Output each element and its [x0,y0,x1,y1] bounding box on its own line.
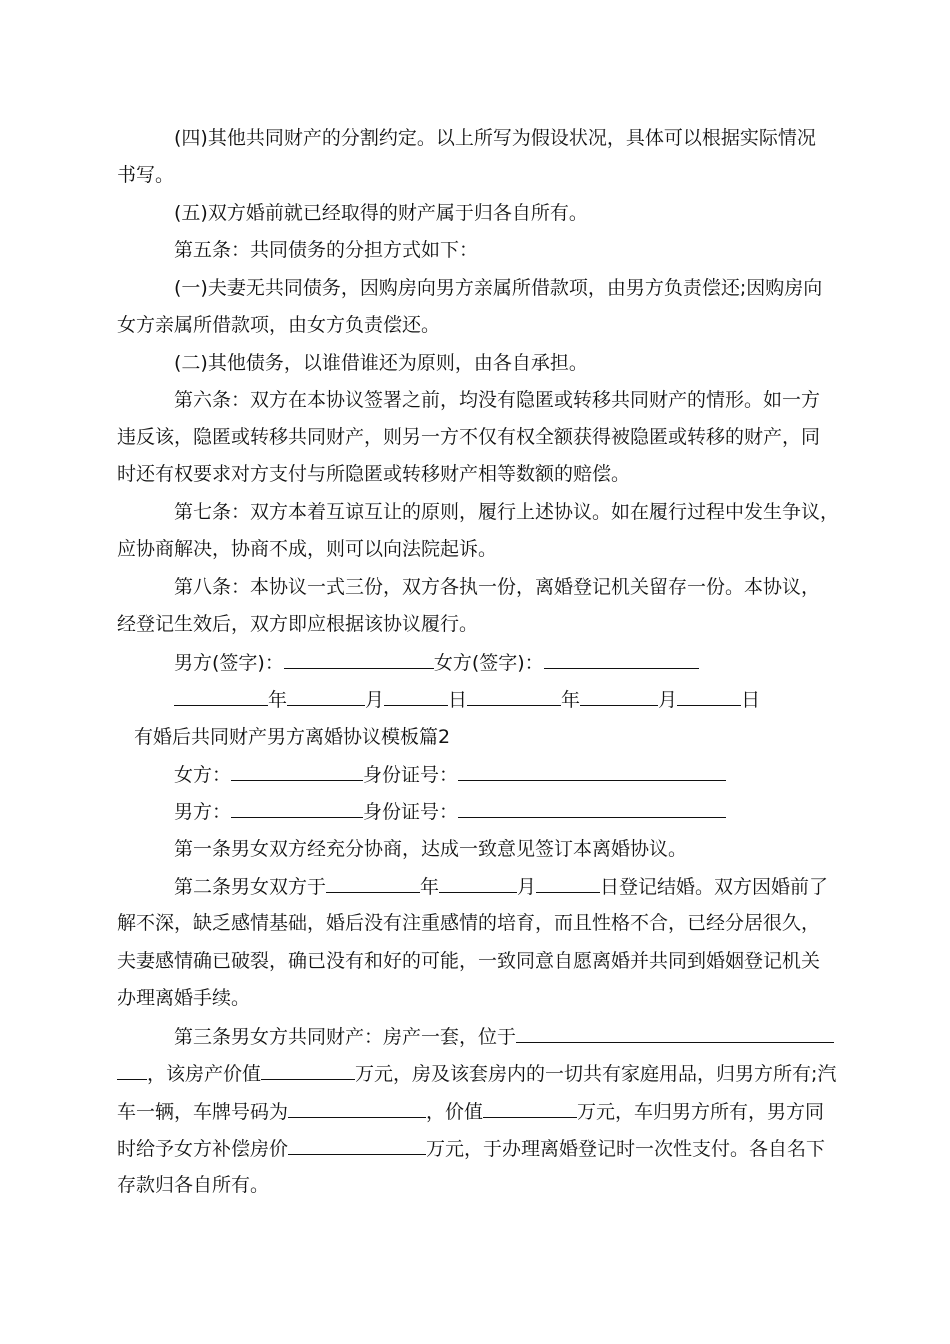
paragraph-line: 书写。 [117,164,175,186]
male-signature-label: 男方(签字)： [174,652,284,674]
female-name-blank[interactable] [231,762,363,781]
male-signature-blank[interactable] [284,650,434,669]
paragraph-line: 经登记生效后，双方即应根据该协议履行。 [117,613,479,635]
marriage-month-blank[interactable] [439,874,517,893]
month-label: 月 [658,689,678,711]
female-signature-label: 女方(签字)： [433,652,544,674]
paragraph-line: (五)双方婚前就已经取得的财产属于归各自所有。 [174,202,588,224]
article-3-line-3 [117,1099,824,1124]
year-blank[interactable] [174,687,268,706]
month-label: 月 [517,876,537,898]
article-2-suffix: 日登记结婚。双方因婚前了 [600,876,829,898]
month-label: 月 [365,689,385,711]
article-3-first-line [174,1024,834,1049]
text-segment: 万元，房及该套房内的一切共有家庭用品，归男方所有;汽 [355,1063,837,1085]
paragraph-line: 解不深，缺乏感情基础，婚后没有注重感情的培育，而且性格不合，已经分居很久， [117,912,821,934]
plate-number-blank[interactable] [288,1099,426,1118]
day-label: 日 [741,689,761,711]
article-3-prefix: 第三条男女方共同财产：房产一套，位于 [174,1026,517,1048]
year-label: 年 [268,689,288,711]
female-label: 女方： [174,764,232,786]
paragraph-line: 应协商解决，协商不成，则可以向法院起诉。 [117,538,498,560]
article-3-line-4 [117,1136,825,1161]
text-segment: 时给予女方补偿房价 [117,1138,289,1160]
article-1: 第一条男女双方经充分协商，达成一致意见签订本离婚协议。 [174,838,688,860]
day-blank[interactable] [384,687,448,706]
marriage-day-blank[interactable] [536,874,600,893]
month-blank[interactable] [580,687,658,706]
marriage-year-blank[interactable] [326,874,420,893]
paragraph-line: (一)夫妻无共同债务，因购房向男方亲属所借款项，由男方负责偿还;因购房向 [174,277,823,299]
paragraph-line: 第八条：本协议一式三份，双方各执一份，离婚登记机关留存一份。本协议， [174,576,821,598]
month-blank[interactable] [287,687,365,706]
paragraph-line: 夫妻感情确已破裂，确已没有和好的可能，一致同意自愿离婚并共同到婚姻登记机关 [117,950,821,972]
paragraph-line: 办理离婚手续。 [117,987,251,1009]
text-segment: 车一辆，车牌号码为 [117,1101,289,1123]
female-party-line [174,762,726,787]
day-label: 日 [448,689,468,711]
property-address-blank-cont[interactable] [117,1061,147,1080]
year-label: 年 [561,689,581,711]
year-blank[interactable] [467,687,561,706]
section-heading: 有婚后共同财产男方离婚协议模板篇2 [134,726,451,748]
male-name-blank[interactable] [231,799,363,818]
paragraph-line: 第七条：双方本着互谅互让的原则，履行上述协议。如在履行过程中发生争议， [174,501,840,523]
day-blank[interactable] [677,687,741,706]
text-segment: 万元，于办理离婚登记时一次性支付。各自名下 [426,1138,826,1160]
year-label: 年 [420,876,440,898]
male-id-blank[interactable] [458,799,726,818]
article-2-first-line [174,874,828,899]
date-line [174,687,760,712]
signature-line [174,650,699,675]
compensation-blank[interactable] [288,1136,426,1155]
property-value-blank[interactable] [261,1061,355,1080]
article-3-line-2 [117,1061,836,1086]
paragraph-line: 第五条：共同债务的分担方式如下： [174,239,479,261]
female-id-blank[interactable] [458,762,726,781]
paragraph-line: 第六条：双方在本协议签署之前，均没有隐匿或转移共同财产的情形。如一方 [174,389,821,411]
article-2-prefix: 第二条男女双方于 [174,876,327,898]
car-value-blank[interactable] [483,1099,577,1118]
male-label: 男方： [174,801,232,823]
paragraph-line: (二)其他债务，以谁借谁还为原则，由各自承担。 [174,352,588,374]
paragraph-line: 存款归各自所有。 [117,1174,270,1196]
paragraph-line: 时还有权要求对方支付与所隐匿或转移财产相等数额的赔偿。 [117,463,631,485]
property-address-blank[interactable] [516,1024,834,1043]
female-signature-blank[interactable] [544,650,699,669]
text-segment: 万元，车归男方所有，男方同 [577,1101,825,1123]
text-segment: ，该房产价值 [147,1063,262,1085]
paragraph-line: (四)其他共同财产的分割约定。以上所写为假设状况，具体可以根据实际情况 [174,127,816,149]
paragraph-line: 违反该，隐匿或转移共同财产，则另一方不仅有权全额获得被隐匿或转移的财产，同 [117,426,821,448]
text-segment: ，价值 [426,1101,484,1123]
male-party-line [174,799,726,824]
paragraph-line: 女方亲属所借款项，由女方负责偿还。 [117,314,441,336]
id-label: 身份证号： [363,801,459,823]
id-label: 身份证号： [363,764,459,786]
